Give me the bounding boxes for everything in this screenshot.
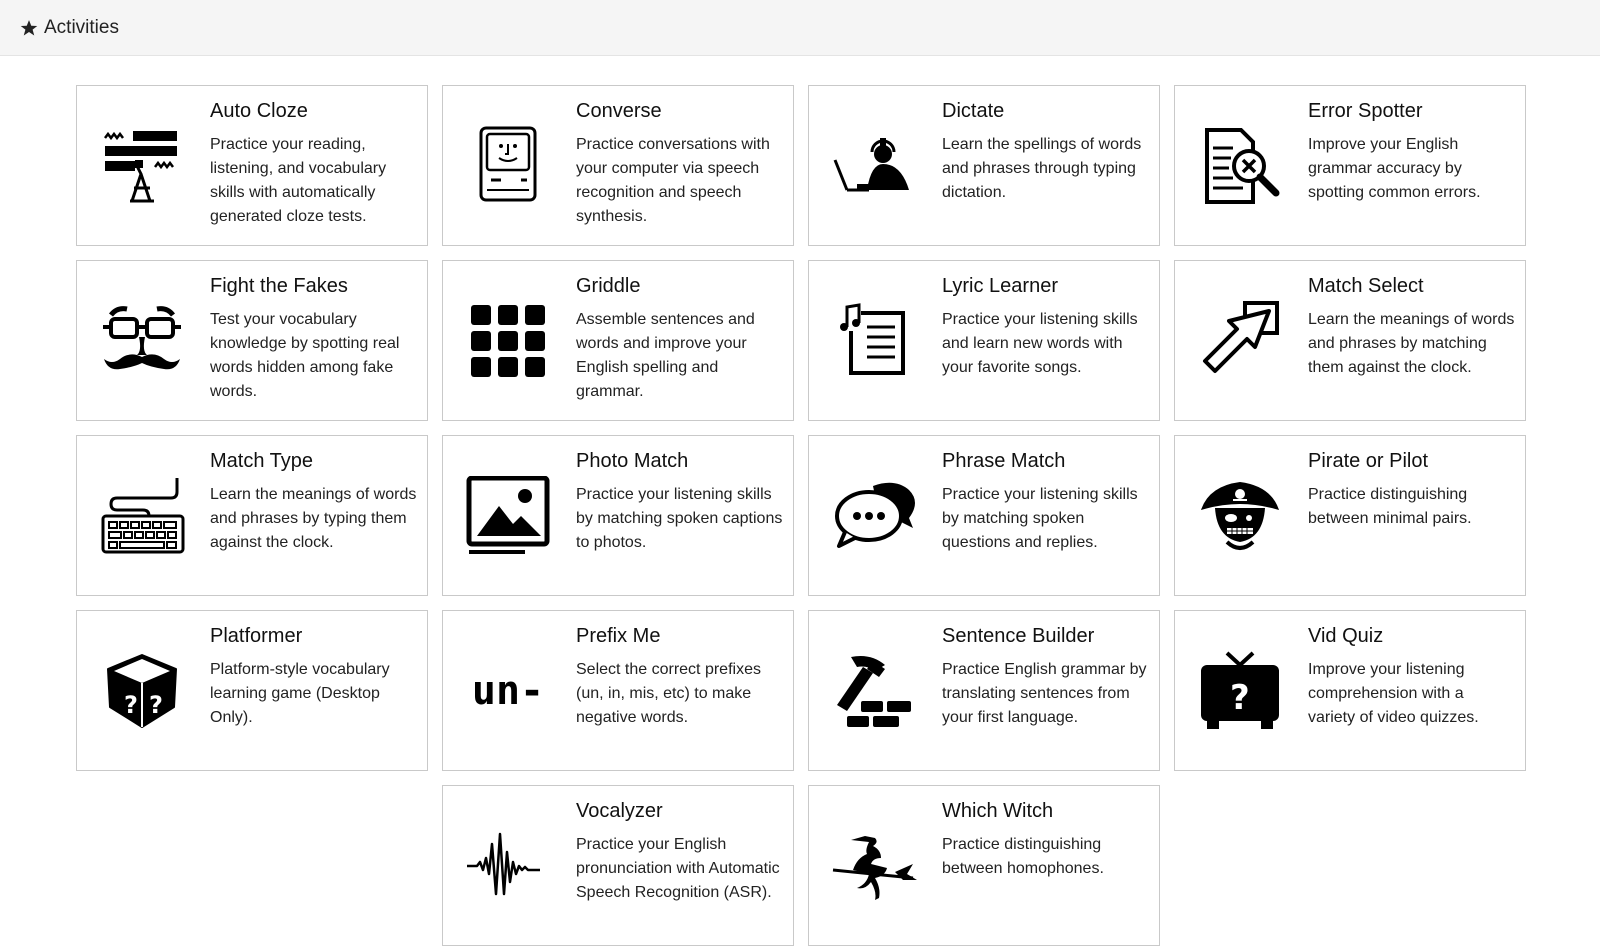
activity-description: Assemble sentences and words and improve your English spelling and grammar. bbox=[576, 311, 755, 400]
activity-card-error-spotter[interactable] bbox=[1174, 85, 1526, 246]
activity-description: Practice English grammar by translating sentences from your first language. bbox=[942, 661, 1147, 726]
activity-card-match-type[interactable] bbox=[76, 435, 428, 596]
activity-description: Practice your reading, listening, and vocabulary skills with automatically generated cloze tests. bbox=[210, 136, 387, 225]
computer-face-icon bbox=[465, 126, 551, 206]
activity-title: Griddle bbox=[576, 275, 641, 297]
grid-icon bbox=[465, 301, 551, 381]
activity-description: Learn the meanings of words and phrases by matching them against the clock. bbox=[1308, 311, 1515, 376]
page-title: Activities bbox=[44, 16, 119, 38]
svg-text:?: ? bbox=[124, 691, 138, 719]
activity-card-auto-cloze[interactable] bbox=[76, 85, 428, 246]
speech-bubbles-icon bbox=[831, 476, 917, 556]
activity-title: Dictate bbox=[942, 100, 1005, 122]
activity-card-sentence-builder[interactable] bbox=[808, 610, 1160, 771]
activity-description: Learn the meanings of words and phrases by typing them against the clock. bbox=[210, 486, 417, 551]
activity-description: Practice conversations with your computer via speech recognition and speech synthesis. bbox=[576, 136, 770, 225]
activity-title: Vid Quiz bbox=[1308, 625, 1384, 647]
activity-description: Practice distinguishing between minimal pairs. bbox=[1308, 486, 1472, 527]
activity-description: Practice your English pronunciation with Automatic Speech Recognition (ASR). bbox=[576, 836, 780, 901]
activity-description: Platform-style vocabulary learning game (Desktop Only). bbox=[210, 661, 390, 726]
witch-icon bbox=[831, 826, 917, 906]
activity-title: Auto Cloze bbox=[210, 100, 308, 122]
activity-description: Practice your listening skills by matching spoken captions to photos. bbox=[576, 486, 783, 551]
document-search-error-icon bbox=[1197, 126, 1283, 206]
activity-card-match-select[interactable] bbox=[1174, 260, 1526, 421]
keyboard-icon bbox=[99, 476, 185, 556]
activity-title: Fight the Fakes bbox=[210, 275, 348, 297]
activity-card-platformer[interactable] bbox=[76, 610, 428, 771]
activity-card-which-witch[interactable] bbox=[808, 785, 1160, 946]
person-headphones-laptop-icon bbox=[831, 126, 917, 206]
activity-card-vid-quiz[interactable] bbox=[1174, 610, 1526, 771]
music-lyrics-icon bbox=[831, 301, 917, 381]
svg-text:?: ? bbox=[149, 691, 163, 719]
tv-question-icon bbox=[1197, 651, 1283, 731]
activity-card-griddle[interactable] bbox=[442, 260, 794, 421]
activity-title: Match Type bbox=[210, 450, 314, 472]
prefix-icon-text: un- bbox=[471, 668, 545, 714]
activity-title: Phrase Match bbox=[942, 450, 1066, 472]
activity-title: Error Spotter bbox=[1308, 100, 1423, 122]
svg-text:?: ? bbox=[1230, 678, 1250, 718]
pirate-icon bbox=[1197, 476, 1283, 556]
activity-card-converse[interactable] bbox=[442, 85, 794, 246]
activity-card-prefix-me[interactable] bbox=[442, 610, 794, 771]
activity-description: Improve your English grammar accuracy by spotting common errors. bbox=[1308, 136, 1481, 201]
activity-card-lyric-learner[interactable] bbox=[808, 260, 1160, 421]
star-icon bbox=[20, 19, 38, 37]
activity-title: Lyric Learner bbox=[942, 275, 1058, 297]
activity-title: Which Witch bbox=[942, 800, 1054, 822]
activity-description: Learn the spellings of words and phrases through typing dictation. bbox=[942, 136, 1142, 201]
prefix-text-icon bbox=[465, 651, 551, 731]
activity-description: Practice your listening skills by matching spoken questions and replies. bbox=[942, 486, 1138, 551]
cloze-icon bbox=[99, 126, 185, 206]
question-block-icon bbox=[99, 651, 185, 731]
activity-card-fight-the-fakes[interactable] bbox=[76, 260, 428, 421]
activity-title: Photo Match bbox=[576, 450, 689, 472]
activity-title: Prefix Me bbox=[576, 625, 661, 647]
activity-description: Improve your listening comprehension with a variety of video quizzes. bbox=[1308, 661, 1479, 726]
activity-card-photo-match[interactable] bbox=[442, 435, 794, 596]
photo-icon bbox=[465, 476, 551, 556]
activity-title: Sentence Builder bbox=[942, 625, 1095, 647]
activity-description: Select the correct prefixes (un, in, mis, etc) to make negative words. bbox=[576, 661, 761, 726]
hammer-bricks-icon bbox=[831, 651, 917, 731]
activity-title: Platformer bbox=[210, 625, 303, 647]
activity-title: Pirate or Pilot bbox=[1308, 450, 1429, 472]
activity-title: Converse bbox=[576, 100, 662, 122]
activity-description: Test your vocabulary knowledge by spotting real words hidden among fake words. bbox=[210, 311, 400, 400]
activity-card-dictate[interactable] bbox=[808, 85, 1160, 246]
activity-card-vocalyzer[interactable] bbox=[442, 785, 794, 946]
activity-grid bbox=[76, 85, 1526, 946]
activity-description: Practice your listening skills and learn new words with your favorite songs. bbox=[942, 311, 1138, 376]
activity-description: Practice distinguishing between homophones. bbox=[942, 836, 1104, 877]
cursor-select-icon bbox=[1197, 301, 1283, 381]
disguise-glasses-mustache-icon bbox=[99, 301, 185, 381]
waveform-icon bbox=[465, 826, 551, 906]
activity-card-phrase-match[interactable] bbox=[808, 435, 1160, 596]
activity-title: Vocalyzer bbox=[576, 800, 663, 822]
activity-card-pirate-or-pilot[interactable] bbox=[1174, 435, 1526, 596]
top-bar bbox=[0, 0, 1600, 56]
activity-title: Match Select bbox=[1308, 275, 1424, 297]
